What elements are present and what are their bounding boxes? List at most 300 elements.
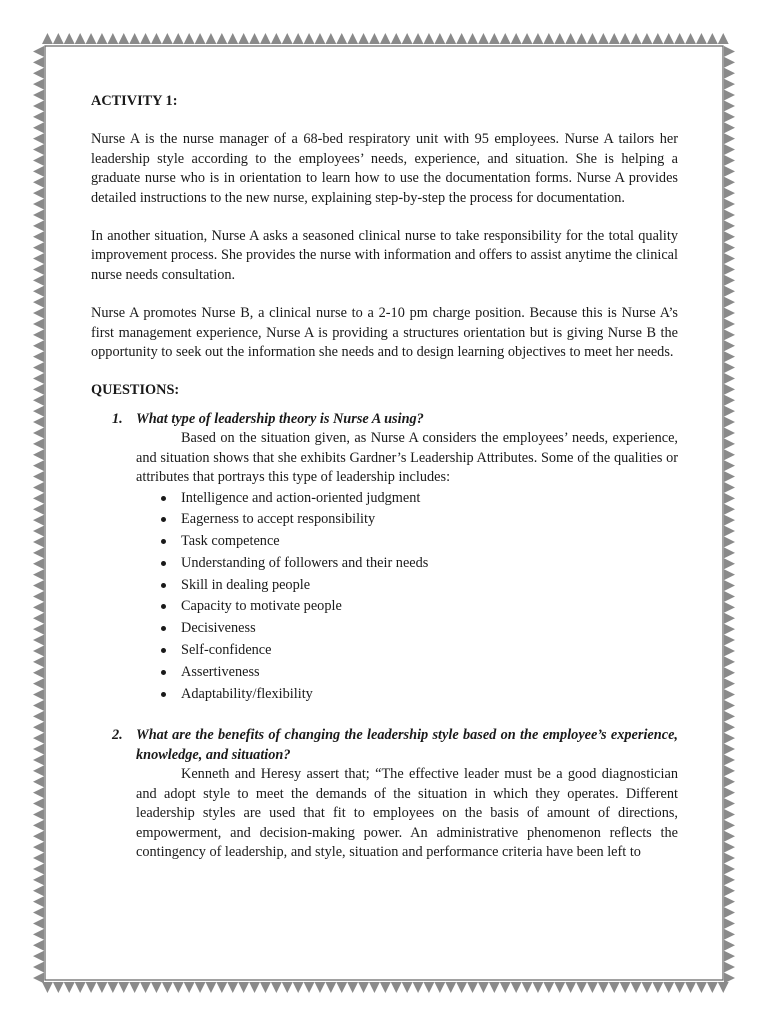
question-2 [91,726,678,862]
border-triangle [195,982,206,993]
border-triangle [33,613,44,624]
border-triangle [533,33,544,44]
border-triangle [685,982,696,993]
border-triangle [33,395,44,406]
border-triangle [347,33,358,44]
border-triangle [587,33,598,44]
border-triangle [652,982,663,993]
border-triangle [724,482,735,493]
border-triangle [260,33,271,44]
border-triangle [724,853,735,864]
border-triangle [724,885,735,896]
border-triangle [724,809,735,820]
border-triangle [522,982,533,993]
border-triangle [33,68,44,79]
border-triangle [724,776,735,787]
border-triangle [380,982,391,993]
border-triangle [304,33,315,44]
border-triangle [33,656,44,667]
border-triangle [33,744,44,755]
border-triangle [33,569,44,580]
border-triangle [724,613,735,624]
border-triangle [97,33,108,44]
border-triangle [369,33,380,44]
border-triangle [456,982,467,993]
border-triangle [33,853,44,864]
border-triangle [140,982,151,993]
border-triangle [598,33,609,44]
border-triangle [724,569,735,580]
border-triangle [663,33,674,44]
border-triangle [33,329,44,340]
border-triangle [489,33,500,44]
border-triangle [33,929,44,940]
border-triangle [724,929,735,940]
border-triangle [140,33,151,44]
border-triangle [724,689,735,700]
border-triangle [33,177,44,188]
border-triangle [724,471,735,482]
border-triangle [358,982,369,993]
list-item: Understanding of followers and their needs [181,553,678,575]
border-triangle [724,90,735,101]
border-triangle [33,253,44,264]
border-triangle [724,537,735,548]
border-triangle [33,166,44,177]
border-triangle [724,591,735,602]
list-item: Decisiveness [181,618,678,640]
border-triangle [724,286,735,297]
border-triangle [336,982,347,993]
border-triangle [33,493,44,504]
border-triangle [724,417,735,428]
border-triangle [249,982,260,993]
border-triangle [724,722,735,733]
border-triangle [75,33,86,44]
border-triangle [478,982,489,993]
border-triangle [724,297,735,308]
border-triangle [424,33,435,44]
border-triangle [293,982,304,993]
border-triangle [33,787,44,798]
border-triangle [33,907,44,918]
border-triangle [663,982,674,993]
border-triangle [724,101,735,112]
border-triangle [565,982,576,993]
border-triangle [33,79,44,90]
border-triangle [380,33,391,44]
activity-heading: ACTIVITY 1: [91,93,178,109]
border-triangle [724,504,735,515]
border-triangle [456,33,467,44]
border-triangle [598,982,609,993]
border-triangle [642,982,653,993]
border-triangle [33,438,44,449]
border-triangle [33,144,44,155]
border-triangle [33,602,44,613]
border-triangle [724,242,735,253]
border-triangle [724,351,735,362]
border-triangle [33,210,44,221]
border-triangle [86,982,97,993]
border-triangle [724,711,735,722]
border-triangle [724,624,735,635]
border-triangle [33,689,44,700]
border-triangle [173,982,184,993]
list-item: Adaptability/flexibility [181,684,678,706]
border-triangle [724,733,735,744]
border-triangle [206,982,217,993]
border-triangle [724,319,735,330]
border-triangle [620,982,631,993]
border-triangle [445,33,456,44]
border-triangle [33,90,44,101]
border-triangle [724,765,735,776]
border-triangle [533,982,544,993]
border-triangle [33,558,44,569]
border-triangle [724,864,735,875]
border-triangle [33,874,44,885]
border-triangle [724,962,735,973]
border-triangle [724,253,735,264]
border-triangle [554,982,565,993]
border-triangle [238,33,249,44]
border-triangle [467,982,478,993]
border-triangle [33,537,44,548]
border-triangle [724,46,735,57]
border-triangle [173,33,184,44]
border-triangle [718,33,729,44]
border-triangle [724,210,735,221]
border-triangle [724,787,735,798]
border-triangle [336,33,347,44]
border-triangle [724,755,735,766]
border-triangle [33,286,44,297]
border-triangle [151,33,162,44]
border-triangle [271,33,282,44]
border-triangle [107,33,118,44]
border-triangle [674,33,685,44]
border-triangle [511,982,522,993]
border-triangle [724,340,735,351]
border-triangle [33,918,44,929]
border-triangle [724,744,735,755]
attributes-list [136,488,678,706]
border-triangle [724,678,735,689]
border-triangle [554,33,565,44]
border-triangle [33,515,44,526]
border-triangle [33,220,44,231]
border-triangle [724,547,735,558]
border-triangle [413,982,424,993]
border-triangle [522,33,533,44]
activity-paragraph-1: Nurse A is the nurse manager of a 68-bed respiratory unit with 95 employees. Nurse A tailors her leadership style according to the employees’ needs, experience, and situation. She is helping a graduate nurse who is in orientation to learn how to use the documentation forms. Nurse A provides detailed instructions to the new nurse, explaining step-by-step the process for documentation. [91,131,678,206]
border-triangle [33,111,44,122]
border-triangle [724,667,735,678]
border-triangle [33,864,44,875]
border-triangle [467,33,478,44]
border-triangle [33,406,44,417]
border-triangle [33,591,44,602]
border-triangle [33,122,44,133]
border-triangle [315,982,326,993]
border-triangle [369,982,380,993]
border-triangle [33,373,44,384]
border-triangle [724,384,735,395]
questions-heading: QUESTIONS: [91,382,180,399]
border-triangle [33,973,44,984]
border-triangle [434,33,445,44]
border-triangle [33,700,44,711]
activity-paragraph-2: In another situation, Nurse A asks a seasoned clinical nurse to take responsibility for the total quality improvement process. She provides the nurse with information and offers to assist anytime the clinical nurse needs consultation. [91,228,678,283]
border-triangle [33,264,44,275]
border-triangle [33,199,44,210]
border-triangle [587,982,598,993]
border-triangle [42,982,53,993]
border-triangle [724,220,735,231]
border-triangle [33,711,44,722]
border-triangle [724,635,735,646]
border-triangle [724,700,735,711]
border-triangle [118,982,129,993]
border-triangle [724,133,735,144]
border-triangle [162,33,173,44]
border-triangle [724,493,735,504]
border-triangle [358,33,369,44]
border-triangle [685,33,696,44]
border-triangle [227,982,238,993]
border-triangle [282,982,293,993]
border-triangle [33,133,44,144]
question-1 [91,410,678,706]
border-triangle [724,438,735,449]
border-triangle [696,33,707,44]
border-triangle [33,755,44,766]
border-triangle [724,144,735,155]
border-triangle [33,547,44,558]
border-triangle [33,362,44,373]
border-triangle [707,982,718,993]
border-triangle [33,678,44,689]
border-triangle [33,57,44,68]
border-triangle [724,177,735,188]
border-triangle [33,646,44,657]
border-triangle [33,155,44,166]
border-triangle [33,667,44,678]
border-triangle [402,33,413,44]
border-triangle [33,231,44,242]
border-triangle [33,428,44,439]
border-triangle [724,199,735,210]
border-triangle [304,982,315,993]
border-triangle [271,982,282,993]
border-triangle [33,831,44,842]
border-triangle [75,982,86,993]
border-triangle [293,33,304,44]
list-item: Assertiveness [181,662,678,684]
border-triangle [413,33,424,44]
border-triangle [724,231,735,242]
border-triangle [724,831,735,842]
border-triangle [391,33,402,44]
border-triangle [33,624,44,635]
border-triangle [33,896,44,907]
border-triangle [33,798,44,809]
border-triangle [238,982,249,993]
question-2-text: What are the benefits of changing the leadership style based on the employee’s experience, knowledge, and situation? [136,727,678,763]
border-triangle [724,166,735,177]
border-triangle [724,79,735,90]
border-triangle [33,504,44,515]
question-1-text: What type of leadership theory is Nurse A using? [136,410,424,427]
border-triangle [33,351,44,362]
border-triangle [652,33,663,44]
border-triangle [184,982,195,993]
question-1-answer: Based on the situation given, as Nurse A considers the employees’ needs, experience, and situation shows that she exhibits Gardner’s Leadership Attributes. Some of the qualities or attributes that portrays this type of leadership includes: [136,430,678,486]
border-triangle [33,449,44,460]
border-triangle [724,951,735,962]
border-triangle [33,776,44,787]
border-triangle [86,33,97,44]
list-item: Self-confidence [181,640,678,662]
border-triangle [724,973,735,984]
border-triangle [543,982,554,993]
border-triangle [227,33,238,44]
border-triangle [543,33,554,44]
border-triangle [724,940,735,951]
border-triangle [325,33,336,44]
border-triangle [631,33,642,44]
border-triangle [33,962,44,973]
border-triangle [64,982,75,993]
border-triangle [33,101,44,112]
border-triangle [216,982,227,993]
border-triangle [162,982,173,993]
border-triangle [724,798,735,809]
border-triangle [33,733,44,744]
list-item: Eagerness to accept responsibility [181,509,678,531]
border-triangle [216,33,227,44]
border-triangle [724,842,735,853]
border-triangle [620,33,631,44]
border-triangle [315,33,326,44]
border-triangle [724,918,735,929]
border-triangle [718,982,729,993]
border-triangle [724,275,735,286]
border-triangle [33,460,44,471]
border-triangle [325,982,336,993]
border-triangle [206,33,217,44]
question-2-answer: Kenneth and Heresy assert that; “The effective leader must be a good diagnostician and adopt style to meet the demands of the situation in which they operates. Different leadership styles are used that fit to employees on the basis of amount of directions, empowerment, and decision-making power. An administrative phenomenon reflects the contingency of leadership, and style, situation and performance criteria have been left to [136,766,678,860]
border-triangle [724,329,735,340]
border-triangle [33,526,44,537]
border-triangle [724,558,735,569]
border-triangle [33,580,44,591]
border-triangle [33,319,44,330]
border-triangle [402,982,413,993]
list-item: Intelligence and action-oriented judgment [181,488,678,510]
border-triangle [33,340,44,351]
border-triangle [33,765,44,776]
border-triangle [33,242,44,253]
border-triangle [724,580,735,591]
document-body [91,92,678,862]
border-triangle [184,33,195,44]
border-triangle [33,417,44,428]
border-triangle [724,460,735,471]
border-triangle [724,57,735,68]
border-triangle [391,982,402,993]
border-triangle [118,33,129,44]
border-triangle [724,428,735,439]
border-triangle [249,33,260,44]
border-triangle [609,982,620,993]
border-triangle [724,308,735,319]
border-triangle [724,155,735,166]
border-triangle [33,297,44,308]
border-triangle [33,471,44,482]
border-triangle [609,33,620,44]
border-triangle [724,362,735,373]
border-triangle [33,809,44,820]
border-triangle [489,982,500,993]
border-triangle [724,68,735,79]
border-triangle [724,395,735,406]
border-triangle [33,885,44,896]
border-triangle [724,515,735,526]
border-triangle [33,482,44,493]
border-triangle [724,449,735,460]
border-triangle [33,46,44,57]
border-triangle [53,33,64,44]
question-2-number: 2. [112,727,123,744]
border-triangle [724,646,735,657]
border-triangle [33,275,44,286]
border-triangle [129,33,140,44]
border-triangle [724,820,735,831]
border-triangle [33,940,44,951]
border-triangle [642,33,653,44]
border-triangle [195,33,206,44]
border-triangle [445,982,456,993]
border-triangle [33,384,44,395]
border-triangle [33,308,44,319]
list-item: Task competence [181,531,678,553]
border-triangle [151,982,162,993]
border-triangle [53,982,64,993]
list-item: Skill in dealing people [181,575,678,597]
border-triangle [282,33,293,44]
border-triangle [33,820,44,831]
border-triangle [724,122,735,133]
border-triangle [97,982,108,993]
border-triangle [33,188,44,199]
border-triangle [724,111,735,122]
border-triangle [434,982,445,993]
border-triangle [129,982,140,993]
border-triangle [724,188,735,199]
border-triangle [576,982,587,993]
border-triangle [724,907,735,918]
border-triangle [33,722,44,733]
border-triangle [565,33,576,44]
border-triangle [500,982,511,993]
border-triangle [696,982,707,993]
border-triangle [674,982,685,993]
border-triangle [724,602,735,613]
border-triangle [107,982,118,993]
border-triangle [478,33,489,44]
